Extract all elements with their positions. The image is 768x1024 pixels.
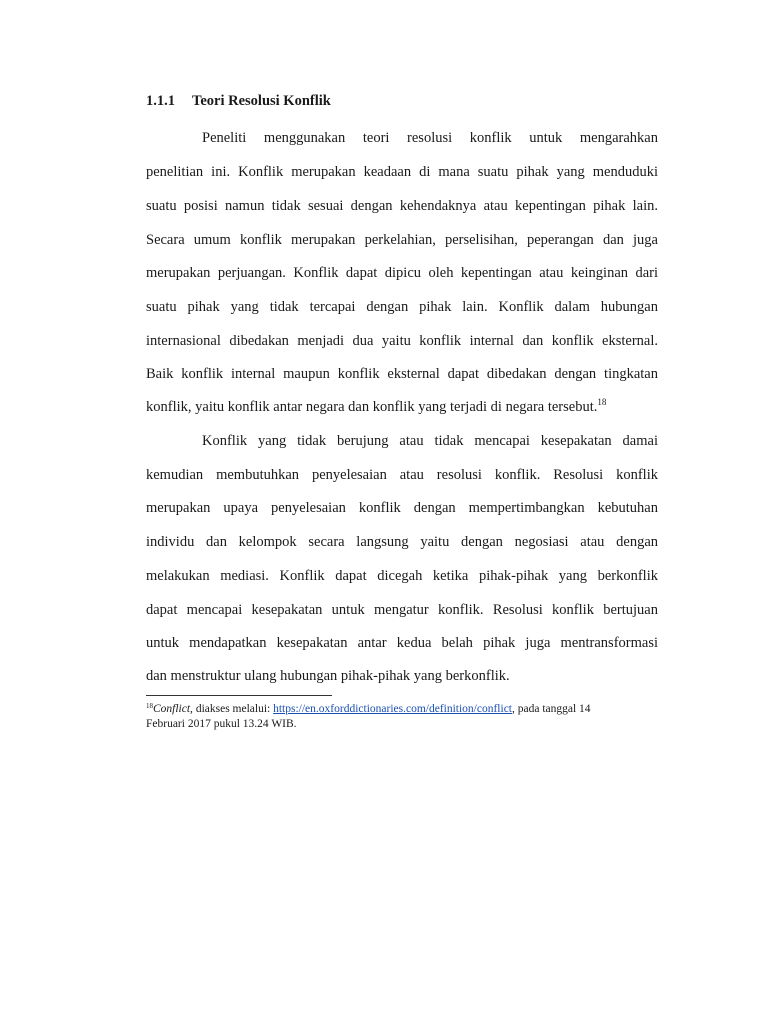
paragraph-2-line-8: dan menstruktur ulang hubungan pihak-pihak yang berkonflik.	[146, 668, 510, 684]
paragraph-2-line-3: merupakan upaya penyelesaian konflik dengan mempertimbangkan kebutuhan	[146, 500, 658, 516]
section-heading	[146, 93, 331, 110]
footnote-reference: 18	[597, 397, 607, 407]
paragraph-2-line-6: dapat mencapai kesepakatan untuk mengatur konflik. Resolusi konflik bertujuan	[146, 602, 658, 618]
paragraph-1-line-2: penelitian ini. Konflik merupakan keadaan di mana suatu pihak yang menduduki	[146, 164, 658, 180]
footnote-line-2: Februari 2017 pukul 13.24 WIB.	[146, 718, 297, 730]
footnote-separator	[146, 695, 332, 696]
paragraph-1-line-9-text: konflik, yaitu konflik antar negara dan konflik yang terjadi di negara tersebut.	[146, 399, 598, 415]
section-title: Teori Resolusi Konflik	[192, 93, 331, 109]
footnote-line-1	[146, 702, 591, 716]
paragraph-1-line-6: suatu pihak yang tidak tercapai dengan pihak lain. Konflik dalam hubungan	[146, 299, 658, 315]
paragraph-2-line-5: melakukan mediasi. Konflik dapat dicegah ketika pihak-pihak yang berkonflik	[146, 568, 658, 584]
footnote-number: 18	[146, 702, 153, 710]
paragraph-2-line-4: individu dan kelompok secara langsung yaitu dengan negosiasi atau dengan	[146, 534, 658, 550]
section-number: 1.1.1	[146, 93, 175, 109]
paragraph-2-line-2: kemudian membutuhkan penyelesaian atau resolusi konflik. Resolusi konflik	[146, 467, 658, 483]
paragraph-1-line-1: Peneliti menggunakan teori resolusi konflik untuk mengarahkan	[202, 130, 658, 146]
paragraph-2-line-7: untuk mendapatkan kesepakatan antar kedua belah pihak juga mentransformasi	[146, 635, 658, 651]
footnote-text-after-link: , pada tanggal 14	[512, 703, 591, 715]
footnote-text-before-link: diakses melalui:	[192, 703, 274, 715]
paragraph-1-line-8: Baik konflik internal maupun konflik eksternal dapat dibedakan dengan tingkatan	[146, 366, 658, 382]
paragraph-1-line-4: Secara umum konflik merupakan perkelahian, perselisihan, peperangan dan juga	[146, 232, 658, 248]
footnote-link[interactable]: https://en.oxforddictionaries.com/definition/conflict	[273, 703, 512, 715]
paragraph-1-line-7: internasional dibedakan menjadi dua yaitu konflik internal dan konflik eksternal.	[146, 333, 658, 349]
paragraph-1-line-5: merupakan perjuangan. Konflik dapat dipicu oleh kepentingan atau keinginan dari	[146, 265, 658, 281]
paragraph-1-line-9	[146, 397, 658, 417]
footnote-term: Conflict,	[153, 703, 193, 715]
paragraph-2-line-1: Konflik yang tidak berujung atau tidak mencapai kesepakatan damai	[202, 433, 658, 449]
paragraph-1-line-3: suatu posisi namun tidak sesuai dengan kehendaknya atau kepentingan pihak lain.	[146, 198, 658, 214]
